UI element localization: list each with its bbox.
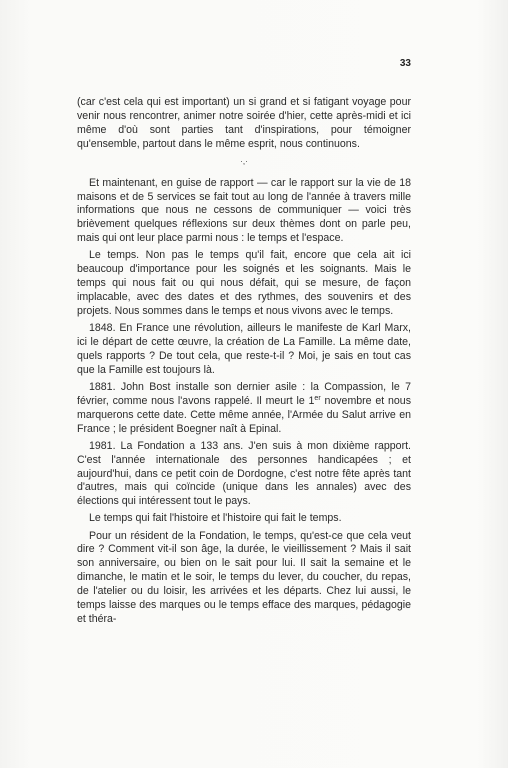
paragraph-8: Pour un résident de la Fondation, le temps, qu'est-ce que cela veut dire ? Comment vit-il son âge, la durée, le vieillissement ? Mais il sait son anniversaire, ou bien on le sait pour lui. Il sait la semaine et le dimanche, le matin et le soir, le temps du lever, du coucher, du repas, de l'atelier ou du loisir, les arrivées et les départs. Chez lui aussi, le temps laisse des marques ou le temps efface des marques, pédagogie et théra- <box>77 529 411 625</box>
paragraph-6: 1981. La Fondation a 133 ans. J'en suis à mon dixième rapport. C'est l'année internationale des personnes handicapées ; et aujourd'hui, dans ce petit coin de Dordogne, c'est notre fête après tant d'autres, mais qui coïncide (unique dans les annales) avec des élections qui intéressent tout le pays. <box>77 439 411 508</box>
paragraph-5-part-1: 1881. John Bost installe son dernier asile : la Compassion, le 7 février, comme nous l'avons rappelé. Il meurt le 1 <box>77 380 411 407</box>
body-text <box>77 96 411 627</box>
page-number: 33 <box>399 58 411 69</box>
paragraph-5 <box>77 381 411 437</box>
paragraph-3: Le temps. Non pas le temps qu'il fait, encore que cela ait ici beaucoup d'importance pour les soignés et les soignants. Mais le temps qui nous fait ou qui nous défait, qui se mesure, de façon implacable, avec des dates et des rythmes, des souvenirs et des projets. Nous sommes dans le temps et nous vivons avec le temps. <box>77 249 411 317</box>
paragraph-4: 1848. En France une révolution, ailleurs le manifeste de Karl Marx, ici le départ de cette œuvre, la création de La Famille. La même date, quels rapports ? De tout cela, que reste-t-il ? Moi, je sais en tout cas que la Famille est toujours là. <box>77 322 411 376</box>
paragraph-7: Le temps qui fait l'histoire et l'histoire qui fait le temps. <box>89 512 342 525</box>
paragraph-2: Et maintenant, en guise de rapport — car le rapport sur la vie de 18 maisons et de 5 services se fait tout au long de l'année à travers mille informations que nous ne cessons de communiquer — voici très brièvement quelques réflexions sur deux thèmes dont on parle peu, mais qui ont leur place parmi nous : le temps et l'espace. <box>77 176 411 245</box>
section-separator: ·,· <box>240 156 248 166</box>
paragraph-5-part-2: novembre et nous marquerons cette date. Cette même année, l'Armée du Salut arrive en France ; le président Boegner naît à Epinal. <box>77 394 412 435</box>
ordinal-superscript: er <box>314 394 321 402</box>
paragraph-1: (car c'est cela qui est important) un si grand et si fatigant voyage pour venir nous rencontrer, animer notre soirée d'hier, cette après-midi et ici même d'où sont parties tant d'inspirations, pour témoigner qu'ensemble, partout dans le même esprit, nous continuons. <box>77 96 411 150</box>
